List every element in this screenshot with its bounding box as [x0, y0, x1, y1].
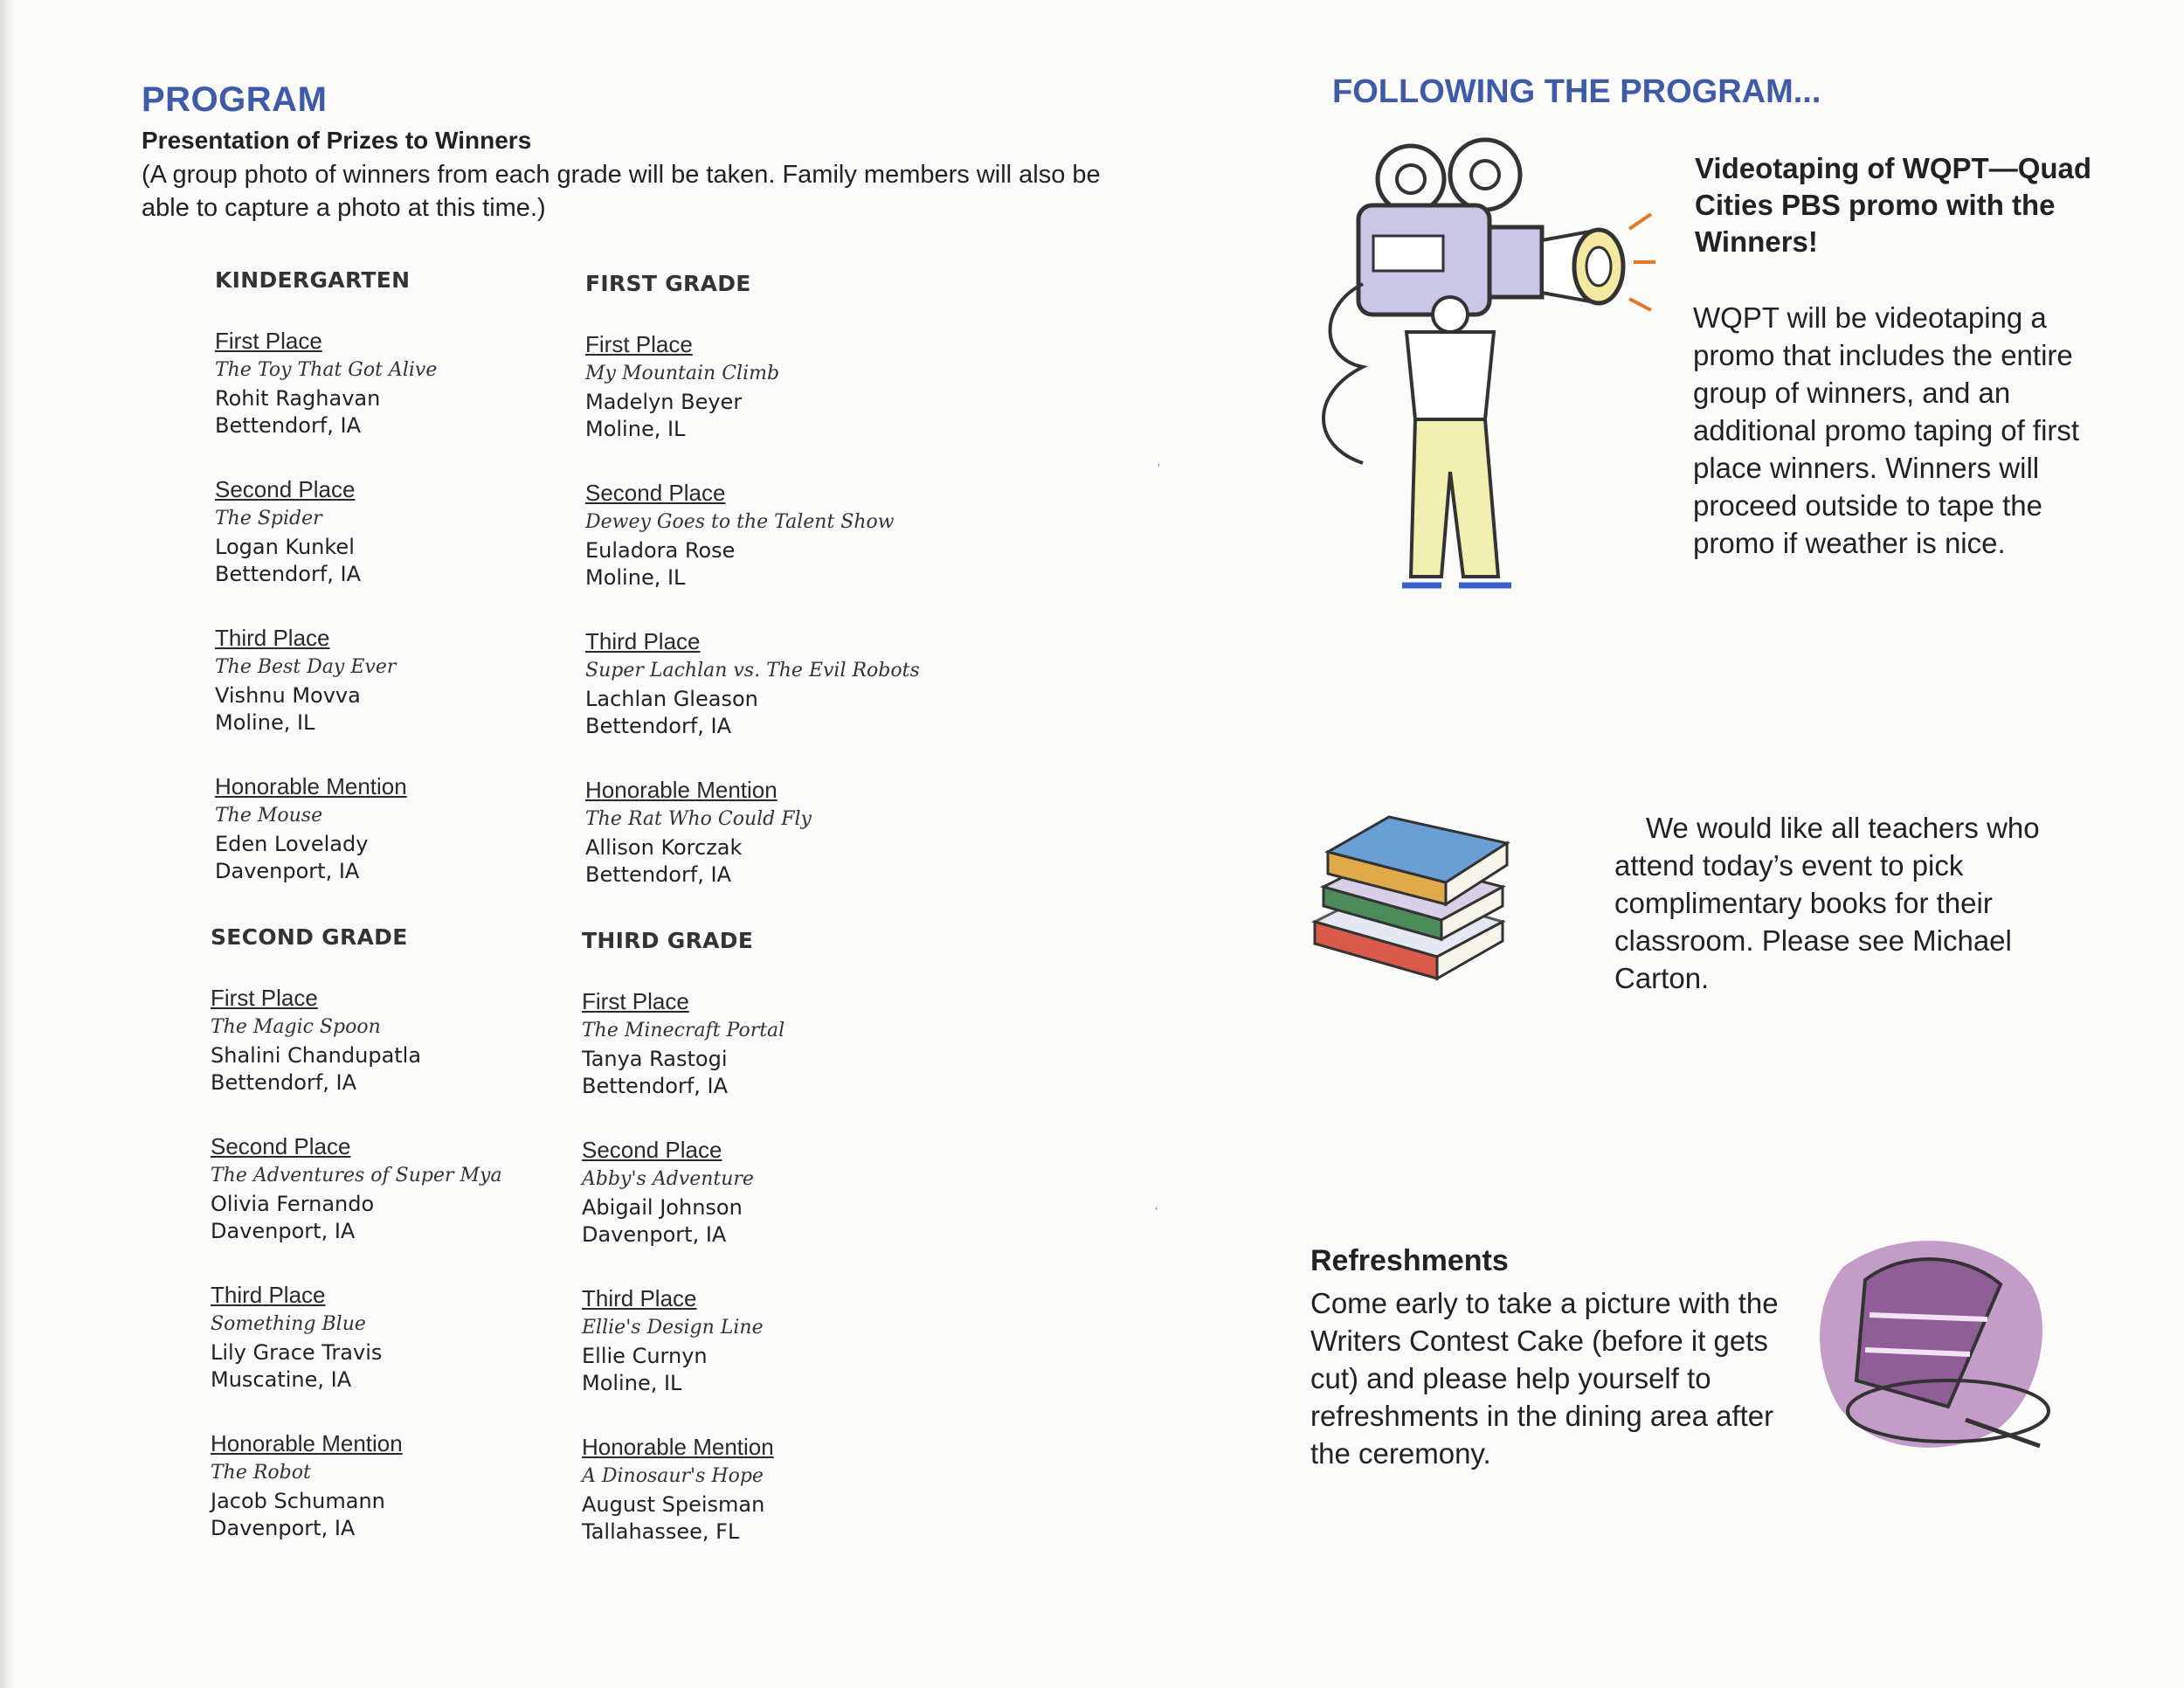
winner-city: Moline, IL [582, 1371, 682, 1395]
winner-place: Honorable Mention [211, 1430, 403, 1456]
winner-entry [582, 986, 931, 1100]
winner-city: Davenport, IA [582, 1222, 727, 1247]
winner-city: Bettendorf, IA [585, 714, 732, 738]
refreshments-body: Come early to take a picture with the Writers Contest Cake (before it gets cut) and please help yourself to refreshments in the dining area after the ceremony. [1310, 1287, 1779, 1470]
grade-heading: THIRD GRADE [582, 928, 754, 953]
winner-city: Tallahassee, FL [582, 1519, 740, 1544]
program-title: PROGRAM [142, 80, 328, 119]
winner-entry [582, 1283, 931, 1397]
winner-name: Madelyn Beyer [585, 390, 743, 414]
winner-name: Lachlan Gleason [585, 687, 758, 711]
winner-place: Third Place [211, 1282, 326, 1308]
winner-name: Allison Korczak [585, 835, 743, 860]
winner-place: Second Place [585, 480, 726, 506]
program-note: (A group photo of winners from each grade will be taken. Family members will also be able to capture a photo at this time.) [142, 161, 1101, 222]
fold-mark: ‘ [1155, 1204, 1158, 1218]
winner-title: The Adventures of Super Mya [211, 1165, 502, 1186]
winner-title: The Minecraft Portal [582, 1020, 785, 1041]
winner-title: The Spider [215, 508, 322, 529]
winner-name: Shalini Chandupatla [211, 1043, 422, 1068]
cake-slice-icon [1817, 1232, 2053, 1459]
winner-place: Honorable Mention [585, 777, 778, 803]
winner-name: Lily Grace Travis [211, 1340, 383, 1365]
winner-place: Honorable Mention [215, 773, 407, 799]
winner-entry [585, 626, 935, 740]
winner-title: My Mountain Climb [585, 363, 780, 384]
winner-title: The Best Day Ever [215, 656, 397, 678]
winner-name: Eden Lovelady [215, 832, 369, 856]
winner-title: The Rat Who Could Fly [585, 808, 812, 830]
winner-place: Third Place [215, 625, 330, 651]
winner-place: Second Place [582, 1137, 722, 1163]
page-edge [0, 0, 14, 1688]
winner-title: Super Lachlan vs. The Evil Robots [585, 660, 920, 681]
winner-name: Tanya Rastogi [582, 1047, 728, 1071]
grade-kindergarten [215, 267, 564, 885]
winner-place: First Place [215, 328, 322, 354]
winner-entry [585, 775, 935, 889]
grade-heading: FIRST GRADE [585, 271, 751, 296]
winner-entry [585, 478, 935, 591]
winner-city: Bettendorf, IA [211, 1070, 357, 1095]
winner-city: Moline, IL [215, 710, 315, 735]
winner-place: Honorable Mention [582, 1434, 774, 1460]
winner-title: Dewey Goes to the Talent Show [585, 511, 895, 533]
winner-entry [215, 474, 564, 588]
video-camera-icon [1310, 131, 1660, 603]
winner-name: Vishnu Movva [215, 683, 361, 708]
winner-city: Moline, IL [585, 417, 686, 441]
grade-third [582, 928, 931, 1546]
winner-place: Third Place [585, 628, 701, 654]
winner-title: A Dinosaur's Hope [582, 1465, 764, 1487]
video-heading: Videotaping of WQPT—Quad Cities PBS promo with the Winners! [1695, 152, 2092, 258]
winner-entry [585, 329, 935, 443]
winner-name: Rohit Raghavan [215, 386, 381, 411]
winner-city: Davenport, IA [215, 859, 360, 883]
winner-title: Abby's Adventure [582, 1168, 754, 1190]
winner-place: Third Place [582, 1285, 697, 1311]
following-title: FOLLOWING THE PROGRAM... [1332, 73, 1821, 110]
winner-title: Ellie's Design Line [582, 1317, 764, 1339]
winner-entry [215, 623, 564, 737]
winner-entry [211, 1429, 560, 1542]
winner-name: Ellie Curnyn [582, 1344, 708, 1368]
grade-second [211, 924, 560, 1542]
winner-name: Jacob Schumann [211, 1489, 385, 1513]
book-stack-icon [1306, 791, 1516, 983]
winner-entry [215, 326, 564, 439]
winner-name: August Speisman [582, 1492, 765, 1517]
grade-first [585, 271, 935, 889]
winner-city: Davenport, IA [211, 1219, 356, 1243]
winner-entry [582, 1135, 931, 1249]
grade-heading: KINDERGARTEN [215, 267, 411, 293]
winner-city: Bettendorf, IA [585, 862, 732, 887]
winner-entry [582, 1432, 931, 1546]
winner-city: Davenport, IA [211, 1516, 356, 1540]
winner-name: Euladora Rose [585, 538, 736, 563]
winner-entry [211, 1131, 560, 1245]
winner-title: Something Blue [211, 1313, 366, 1335]
winner-name: Logan Kunkel [215, 535, 355, 559]
winner-name: Abigail Johnson [582, 1195, 743, 1220]
winner-title: The Robot [211, 1462, 311, 1484]
winner-name: Olivia Fernando [211, 1192, 375, 1216]
winner-city: Bettendorf, IA [215, 413, 362, 438]
winner-city: Bettendorf, IA [215, 562, 362, 586]
video-body: WQPT will be videotaping a promo that includes the entire group of winners, and an additional promo taping of first place winners. Winners will proceed outside to tape the promo if weather is nice. [1693, 301, 2080, 559]
winner-place: First Place [585, 331, 693, 357]
books-text: We would like all teachers who attend today’s event to pick complimentary books for their classroom. Please see Michael Carton. [1614, 812, 2040, 994]
winner-title: The Magic Spoon [211, 1016, 381, 1038]
winner-place: First Place [211, 985, 318, 1011]
winner-city: Bettendorf, IA [582, 1074, 729, 1098]
winner-entry [215, 771, 564, 885]
winner-entry [211, 983, 560, 1097]
winner-entry [211, 1280, 560, 1394]
winner-city: Moline, IL [585, 565, 686, 590]
winner-city: Muscatine, IA [211, 1367, 352, 1392]
winner-place: Second Place [211, 1133, 351, 1159]
winner-title: The Mouse [215, 805, 323, 827]
winner-title: The Toy That Got Alive [215, 359, 438, 381]
refreshments-heading: Refreshments [1310, 1244, 1509, 1277]
program-panel [142, 80, 1155, 225]
fold-mark: ‘ [1158, 460, 1161, 474]
winner-place: Second Place [215, 476, 356, 502]
grade-heading: SECOND GRADE [211, 924, 408, 950]
program-subtitle: Presentation of Prizes to Winners [142, 127, 532, 154]
winner-place: First Place [582, 988, 689, 1014]
